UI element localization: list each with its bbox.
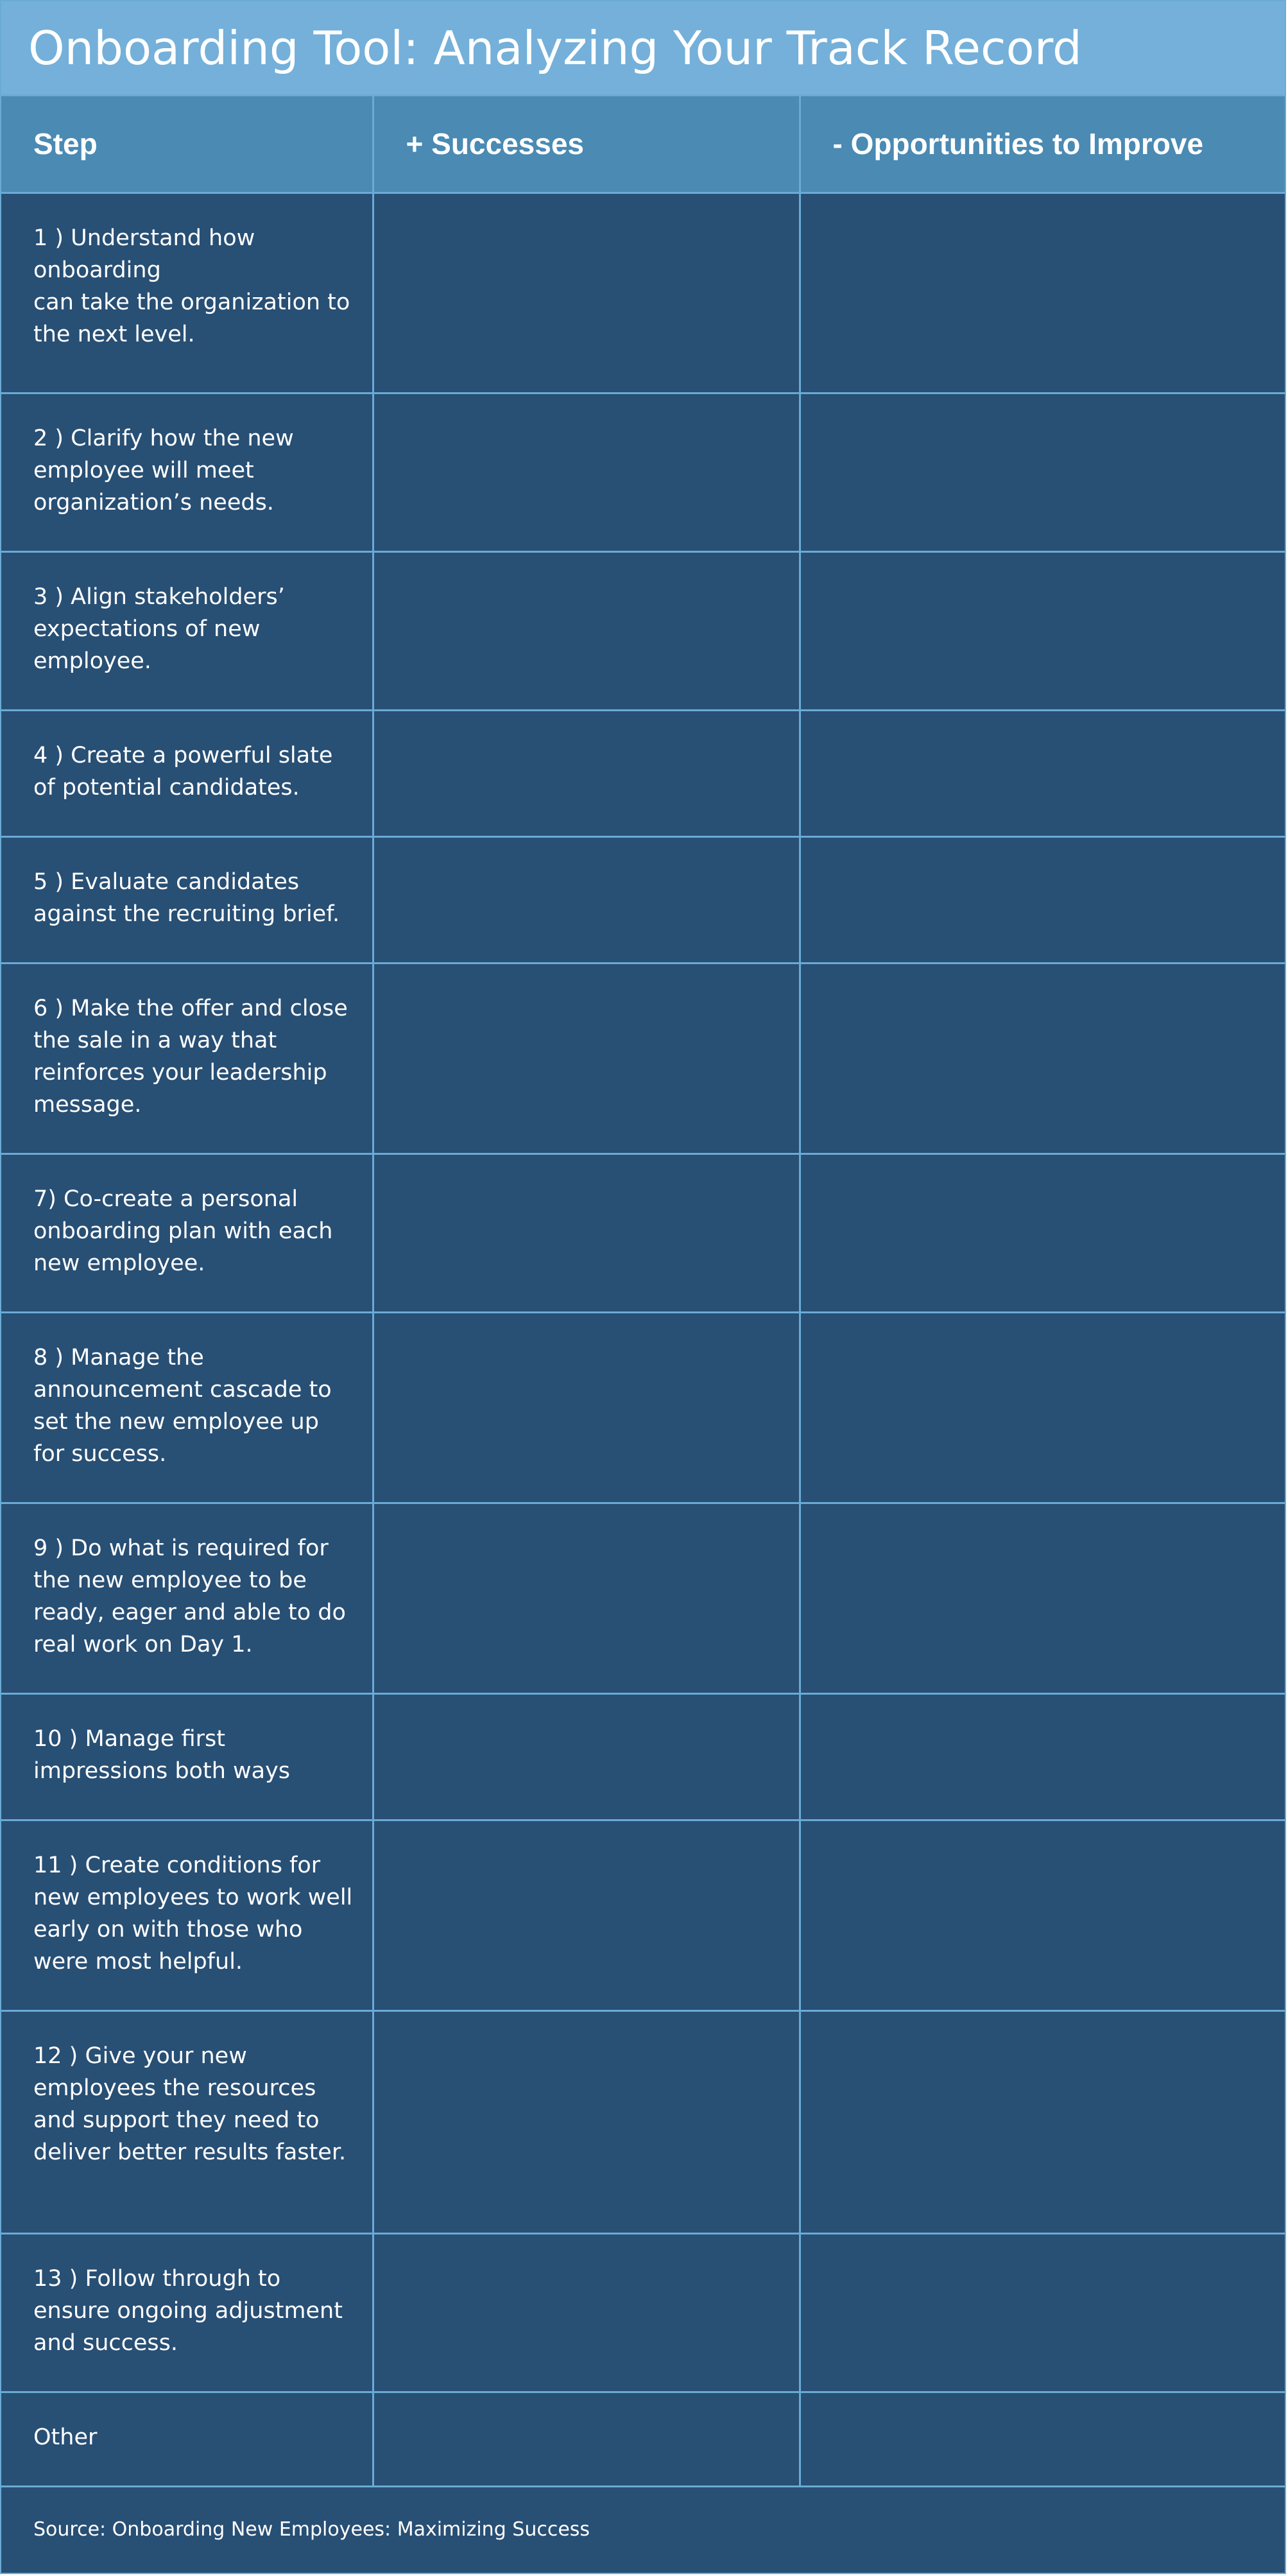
table-row	[1, 1312, 1285, 1503]
column-header-step: Step	[1, 96, 373, 193]
page-title: Onboarding Tool: Analyzing Your Track Record	[28, 21, 1082, 75]
table-row	[1, 1693, 1285, 1820]
table-row	[1, 1154, 1285, 1312]
step-text: Other	[33, 2424, 98, 2450]
table-row	[1, 1503, 1285, 1693]
opportunities-cell[interactable]	[800, 193, 1285, 393]
opportunities-cell[interactable]	[800, 1312, 1285, 1503]
successes-cell[interactable]	[373, 2392, 800, 2486]
opportunities-cell[interactable]	[800, 393, 1285, 551]
step-cell	[1, 193, 373, 393]
opportunities-cell[interactable]	[800, 2233, 1285, 2392]
table-row	[1, 1820, 1285, 2010]
successes-cell[interactable]	[373, 1312, 800, 1503]
opportunities-cell[interactable]	[800, 1154, 1285, 1312]
step-cell	[1, 2233, 373, 2392]
step-cell	[1, 2010, 373, 2233]
step-cell	[1, 2392, 373, 2486]
opportunities-cell[interactable]	[800, 2010, 1285, 2233]
successes-cell[interactable]	[373, 193, 800, 393]
opportunities-cell[interactable]	[800, 1503, 1285, 1693]
successes-cell[interactable]	[373, 836, 800, 963]
step-text: 8 ) Manage the announcement cascade to set the new employee up for success.	[33, 1344, 332, 1467]
successes-cell[interactable]	[373, 2233, 800, 2392]
opportunities-cell[interactable]	[800, 2392, 1285, 2486]
step-cell	[1, 1503, 373, 1693]
source-footer	[1, 2485, 1285, 2573]
step-cell	[1, 1693, 373, 1820]
step-text: 12 ) Give your new employees the resources and support they need to deliver better results faster.	[33, 2043, 347, 2165]
successes-cell[interactable]	[373, 963, 800, 1154]
step-cell	[1, 963, 373, 1154]
opportunities-cell[interactable]	[800, 1693, 1285, 1820]
table-row	[1, 836, 1285, 963]
table-row	[1, 551, 1285, 710]
table-row	[1, 963, 1285, 1154]
table-row	[1, 2010, 1285, 2233]
step-text: 13 ) Follow through to ensure ongoing adjustment and success.	[33, 2265, 343, 2356]
step-text: 11 ) Create conditions for new employees to work well early on with those who were most helpful.	[33, 1852, 353, 1975]
successes-cell[interactable]	[373, 551, 800, 710]
step-cell	[1, 551, 373, 710]
successes-cell[interactable]	[373, 1154, 800, 1312]
step-cell	[1, 710, 373, 836]
step-cell	[1, 1820, 373, 2010]
table-header-row	[1, 96, 1285, 193]
step-text: 5 ) Evaluate candidates against the recruiting brief.	[33, 869, 340, 927]
column-header-opportunities: - Opportunities to Improve	[800, 96, 1285, 193]
step-text: 7) Co-create a personal onboarding plan with each new employee.	[33, 1186, 333, 1276]
step-cell	[1, 393, 373, 551]
track-record-table	[1, 96, 1285, 2487]
successes-cell[interactable]	[373, 1820, 800, 2010]
step-text: 2 ) Clarify how the new employee will meet organization’s needs.	[33, 425, 294, 515]
step-text: 3 ) Align stakeholders’ expectations of new employee.	[33, 583, 285, 674]
step-text: 4 ) Create a powerful slate of potential candidates.	[33, 742, 333, 800]
step-text: 1 ) Understand how onboarding can take the organization to the next level.	[33, 225, 350, 347]
opportunities-cell[interactable]	[800, 836, 1285, 963]
opportunities-cell[interactable]	[800, 1820, 1285, 2010]
table-row	[1, 393, 1285, 551]
successes-cell[interactable]	[373, 1693, 800, 1820]
table-row	[1, 710, 1285, 836]
step-cell	[1, 836, 373, 963]
successes-cell[interactable]	[373, 710, 800, 836]
opportunities-cell[interactable]	[800, 551, 1285, 710]
source-note: Source: Onboarding New Employees: Maximizing Success	[33, 2518, 590, 2541]
successes-cell[interactable]	[373, 1503, 800, 1693]
table-row	[1, 2392, 1285, 2486]
successes-cell[interactable]	[373, 393, 800, 551]
table-row	[1, 193, 1285, 393]
step-text: 10 ) Manage first impressions both ways	[33, 1725, 291, 1784]
opportunities-cell[interactable]	[800, 710, 1285, 836]
table-row	[1, 2233, 1285, 2392]
successes-cell[interactable]	[373, 2010, 800, 2233]
opportunities-cell[interactable]	[800, 963, 1285, 1154]
step-cell	[1, 1154, 373, 1312]
step-text: 6 ) Make the offer and close the sale in a way that reinforces your leadership message.	[33, 995, 348, 1118]
title-bar	[1, 1, 1285, 96]
step-cell	[1, 1312, 373, 1503]
column-header-successes: + Successes	[373, 96, 800, 193]
step-text: 9 ) Do what is required for the new employee to be ready, eager and able to do real work on Day 1.	[33, 1535, 346, 1657]
